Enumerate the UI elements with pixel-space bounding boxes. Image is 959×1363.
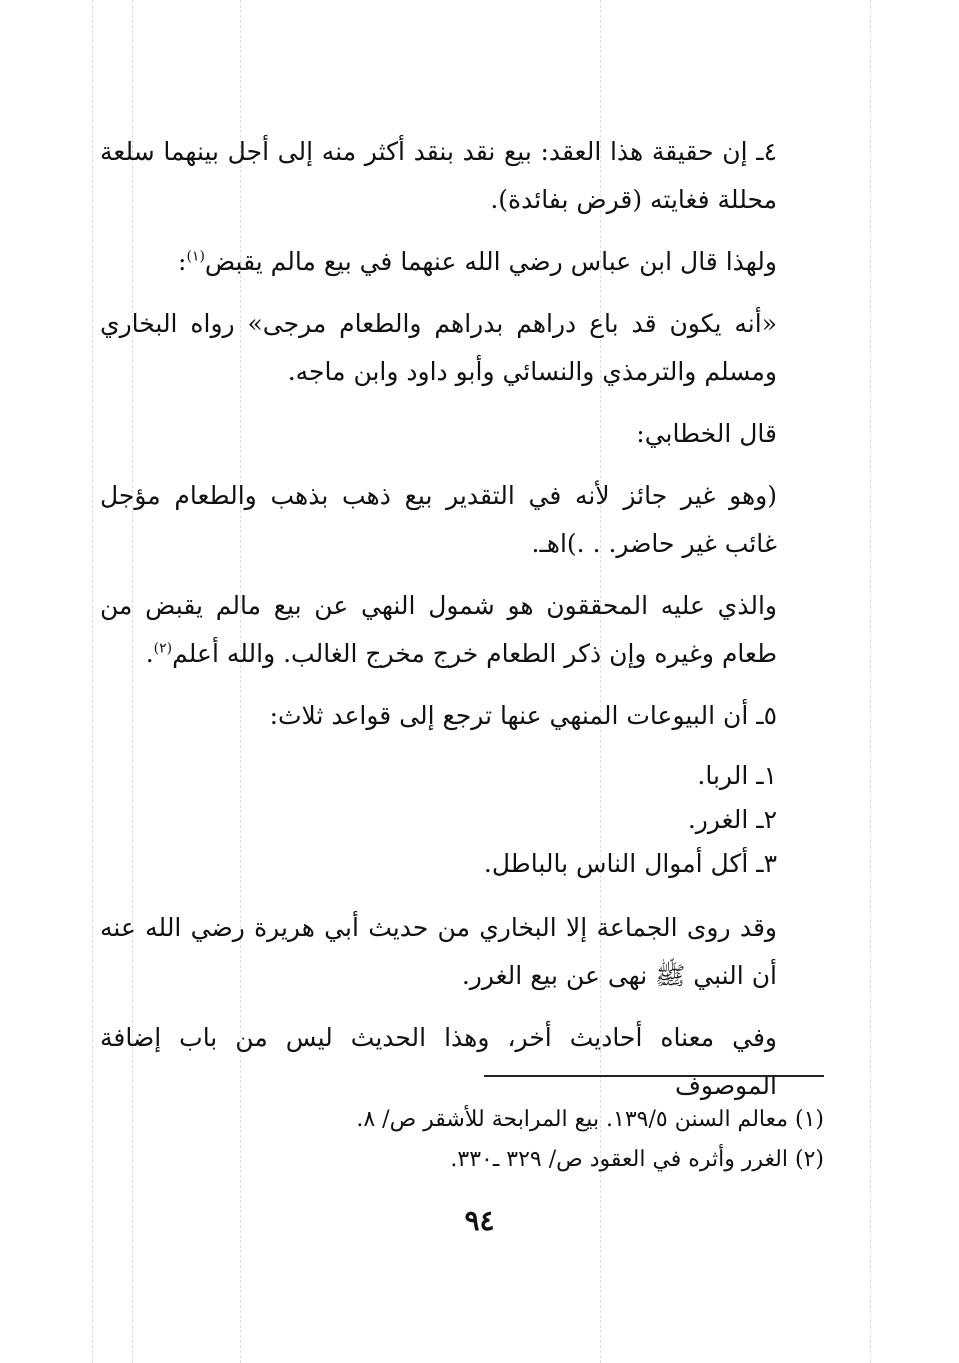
paragraph-muhaqqiqun — [100, 582, 825, 678]
paragraph-hadith: وقد روى الجماعة إلا البخاري من حديث أبي هريرة رضي الله عنه أن النبي ﷺ نهى عن بيع الغرر. — [100, 913, 777, 990]
list-item: ٣ـ أكل أموال الناس بالباطل. — [483, 849, 777, 878]
margin-guide-line — [870, 0, 871, 1363]
paragraph-text: ولهذا قال ابن عباس رضي الله عنهما في بيع مالم يقبض — [204, 247, 777, 276]
paragraph-continuation: وفي معناه أحاديث أخر، وهذا الحديث ليس من باب إضافة الموصوف — [100, 1023, 777, 1100]
footnote-ref-1: (١) — [186, 248, 205, 265]
footnote-2: (٢) الغرر وأثره في العقود ص/ ٣٢٩ ـ٣٣٠. — [450, 1147, 824, 1172]
paragraph-khattabi-quote: (وهو غير جائز لأنه في التقدير بيع ذهب بذهب والطعام مؤجل غائب غير حاضر. . .)اهـ. — [100, 481, 778, 558]
footnotes — [104, 1100, 824, 1180]
punctuation: . — [145, 639, 154, 668]
paragraph-quote: «أنه يكون قد باع دراهم بدراهم والطعام مرجى» رواه البخاري ومسلم والترمذي والنسائي وأبو داود وابن ماجه. — [100, 309, 777, 386]
page-number: ٩٤ — [464, 1204, 495, 1237]
list-item: ١ـ الربا. — [697, 761, 777, 790]
margin-guide-line — [92, 0, 93, 1363]
paragraph-point-4: ٤ـ إن حقيقة هذا العقد: بيع نقد بنقد أكثر منه إلى أجل بينهما سلعة محللة فغايته (قرض بفائدة). — [100, 137, 777, 214]
punctuation: : — [178, 247, 187, 276]
paragraph-ibn-abbas — [100, 238, 825, 286]
list-item: ٢ـ الغرر. — [687, 805, 777, 834]
main-text — [100, 128, 825, 1110]
footnote-separator — [484, 1075, 824, 1077]
footnote-1: (١) معالم السنن ١٣٩/٥. بيع المرابحة للأشقر ص/ ٨. — [356, 1107, 824, 1132]
paragraph-point-5: ٥ـ أن البيوعات المنهي عنها ترجع إلى قواعد ثلاث: — [269, 701, 777, 730]
paragraph-text: والذي عليه المحققون هو شمول النهي عن بيع مالم يقبض من طعام وغيره وإن ذكر الطعام خرج مخرج الغالب. والله أعلم — [100, 591, 777, 668]
paragraph-khattabi: قال الخطابي: — [636, 419, 777, 448]
footnote-ref-2: (٢) — [153, 640, 173, 657]
